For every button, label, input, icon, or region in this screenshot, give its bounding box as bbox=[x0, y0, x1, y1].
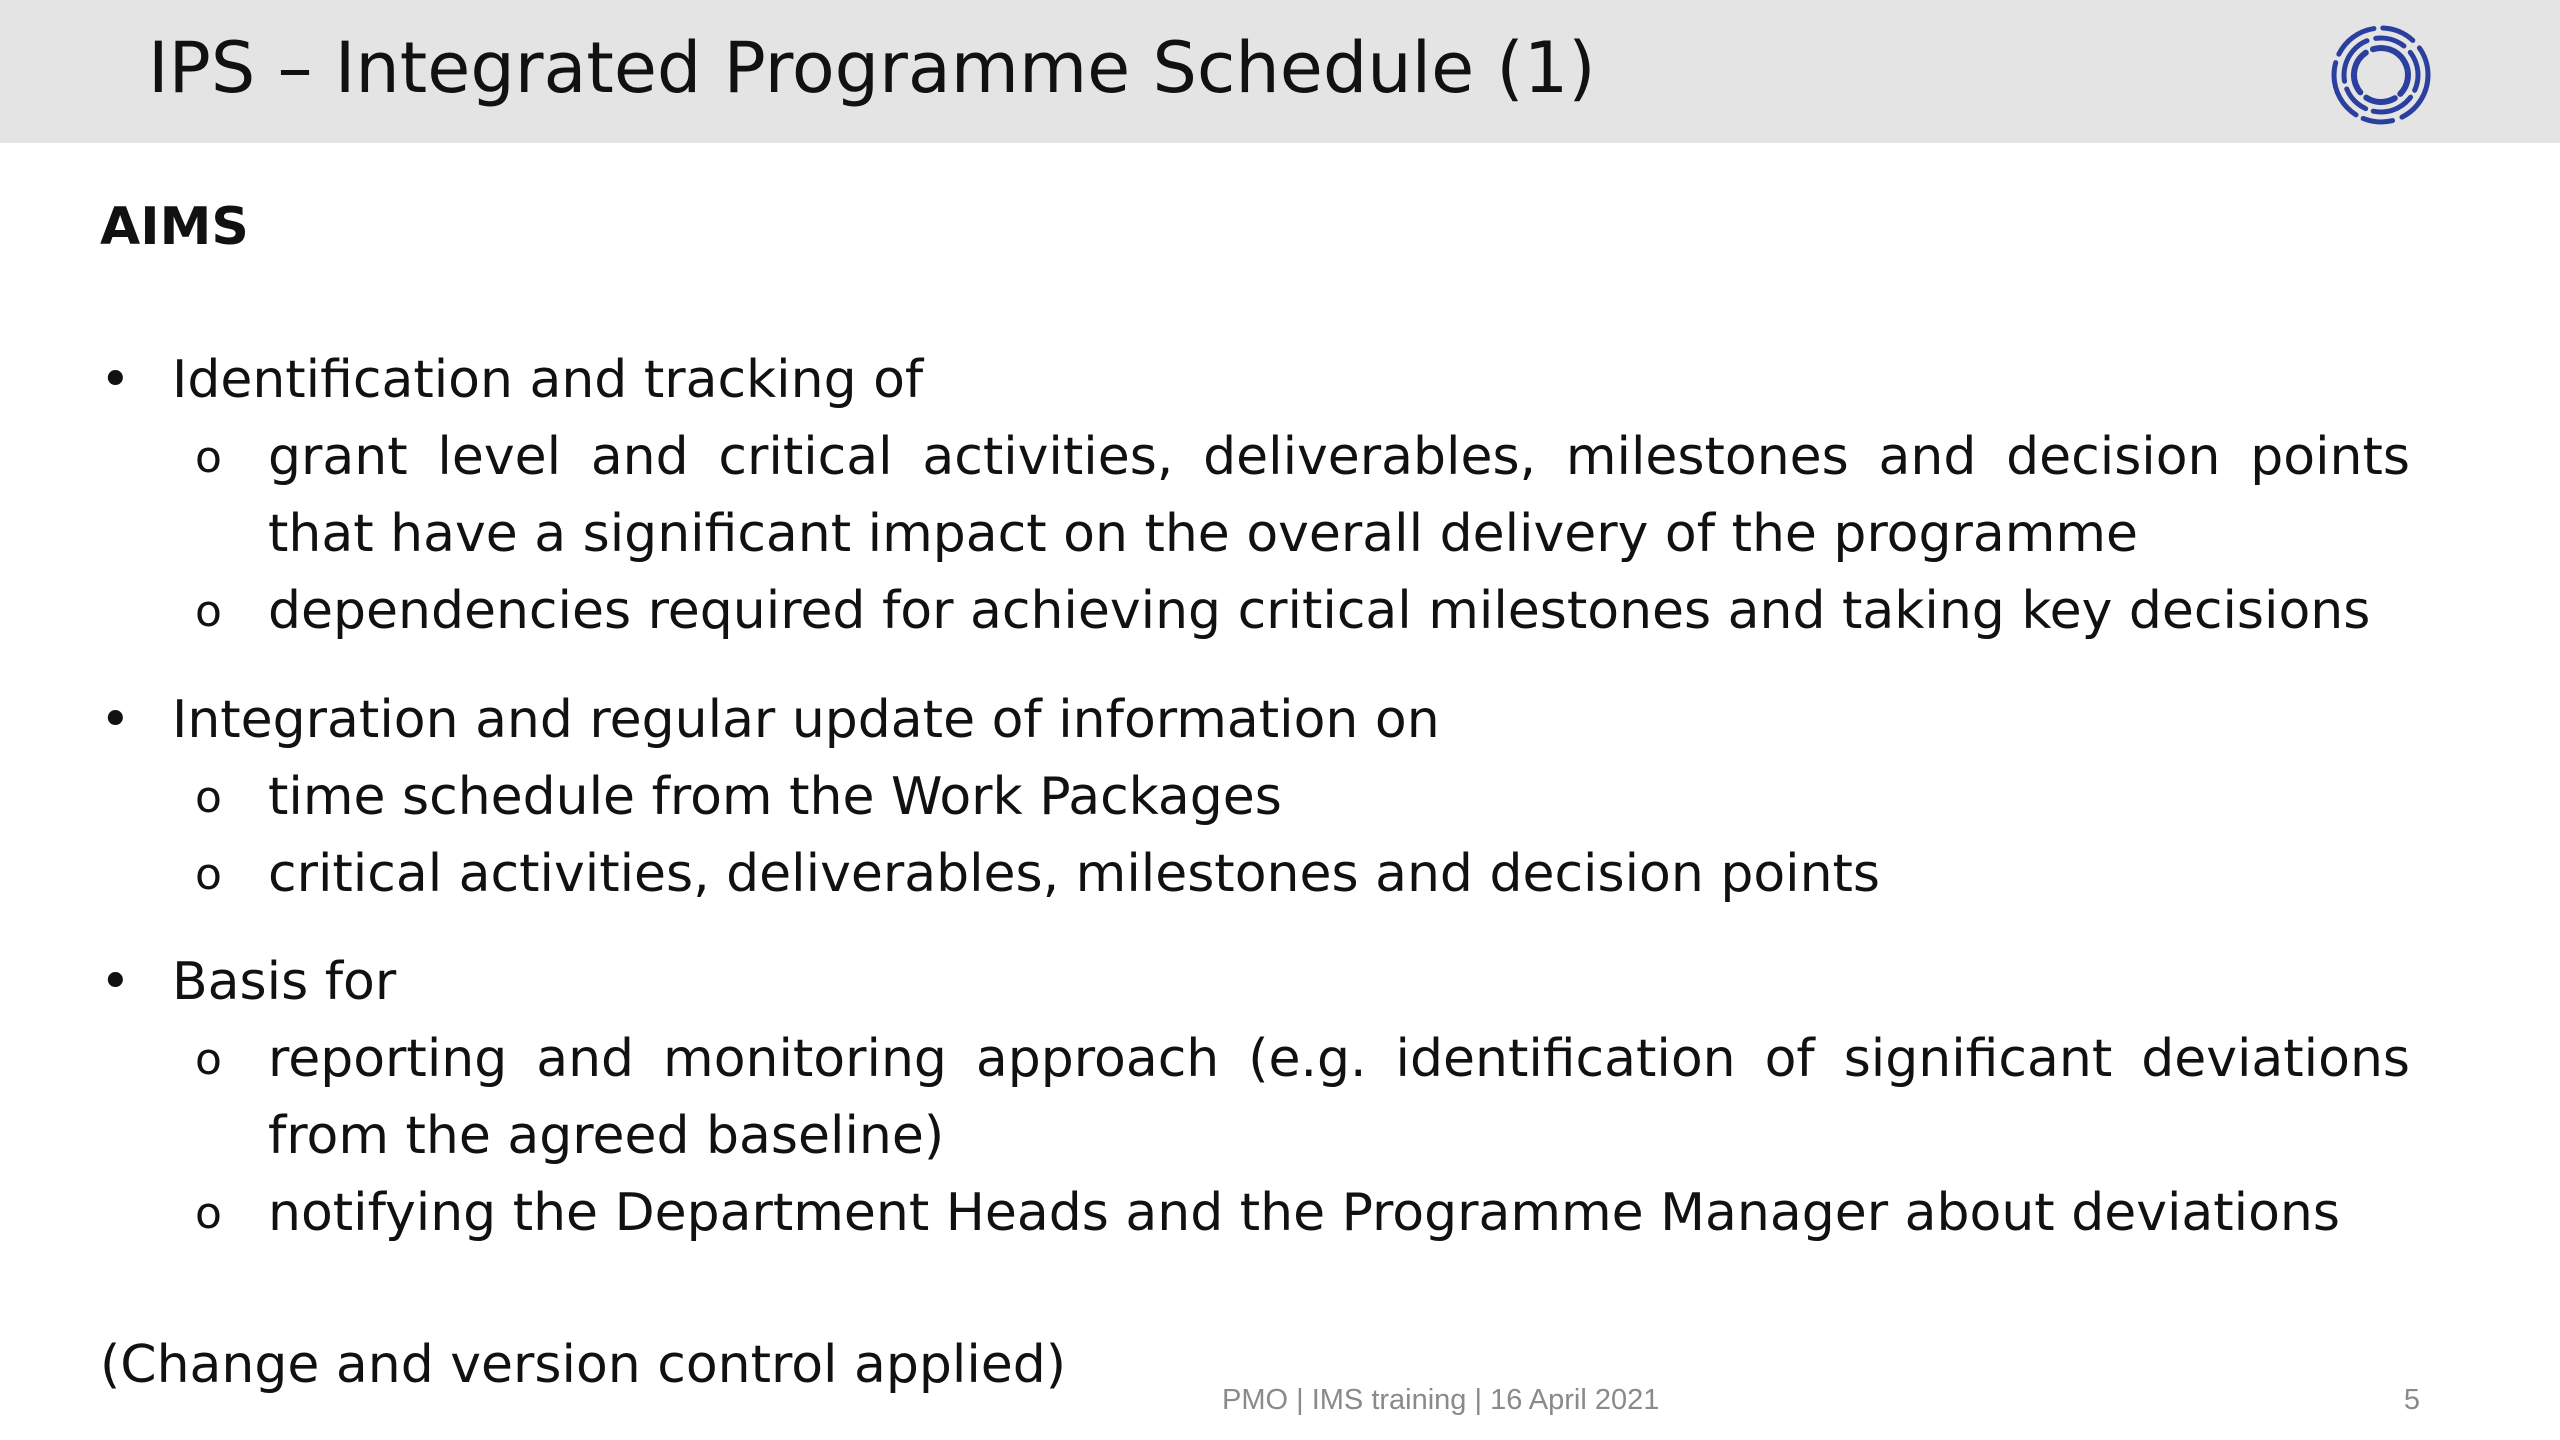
bullet-text: Identification and tracking of bbox=[172, 350, 924, 410]
bullet-text: Integration and regular update of information on bbox=[172, 690, 1440, 750]
sub-bullet-mark: o bbox=[195, 1188, 222, 1239]
sub-bullet-mark: o bbox=[195, 772, 222, 823]
sub-bullet-item bbox=[195, 1021, 2410, 1175]
rotating-rings-logo-icon bbox=[2326, 20, 2436, 130]
footnote: (Change and version control applied) bbox=[100, 1335, 1067, 1395]
sub-bullet-text: time schedule from the Work Packages bbox=[268, 767, 1282, 827]
footer-text: PMO | IMS training | 16 April 2021 bbox=[1222, 1384, 1660, 1416]
bullet-dot: • bbox=[100, 952, 131, 1012]
sub-bullet-mark: o bbox=[195, 1034, 222, 1085]
sub-bullet-text: dependencies required for achieving critical milestones and taking key decisions bbox=[268, 581, 2371, 641]
sub-bullet-mark: o bbox=[195, 849, 222, 900]
aims-heading: AIMS bbox=[100, 197, 249, 257]
bullet-text: Basis for bbox=[172, 952, 397, 1012]
sub-bullet-text: notifying the Department Heads and the Programme Manager about deviations bbox=[268, 1183, 2340, 1243]
sub-bullet-mark: o bbox=[195, 432, 222, 483]
bullet-dot: • bbox=[100, 350, 131, 410]
title-bar bbox=[0, 0, 2560, 143]
sub-bullet-text: reporting and monitoring approach (e.g. identification of significant deviations from the agreed baseline) bbox=[268, 1029, 2410, 1166]
sub-bullet-text: critical activities, deliverables, milestones and decision points bbox=[268, 844, 1881, 904]
bullet-dot: • bbox=[100, 690, 131, 750]
page-number: 5 bbox=[2403, 1384, 2420, 1416]
sub-bullet-item bbox=[195, 419, 2410, 573]
slide-title: IPS – Integrated Programme Schedule (1) bbox=[148, 27, 1596, 109]
sub-bullet-text: grant level and critical activities, deliverables, milestones and decision points that have a significant impact on the overall delivery of the programme bbox=[268, 427, 2410, 564]
sub-bullet-mark: o bbox=[195, 586, 222, 637]
